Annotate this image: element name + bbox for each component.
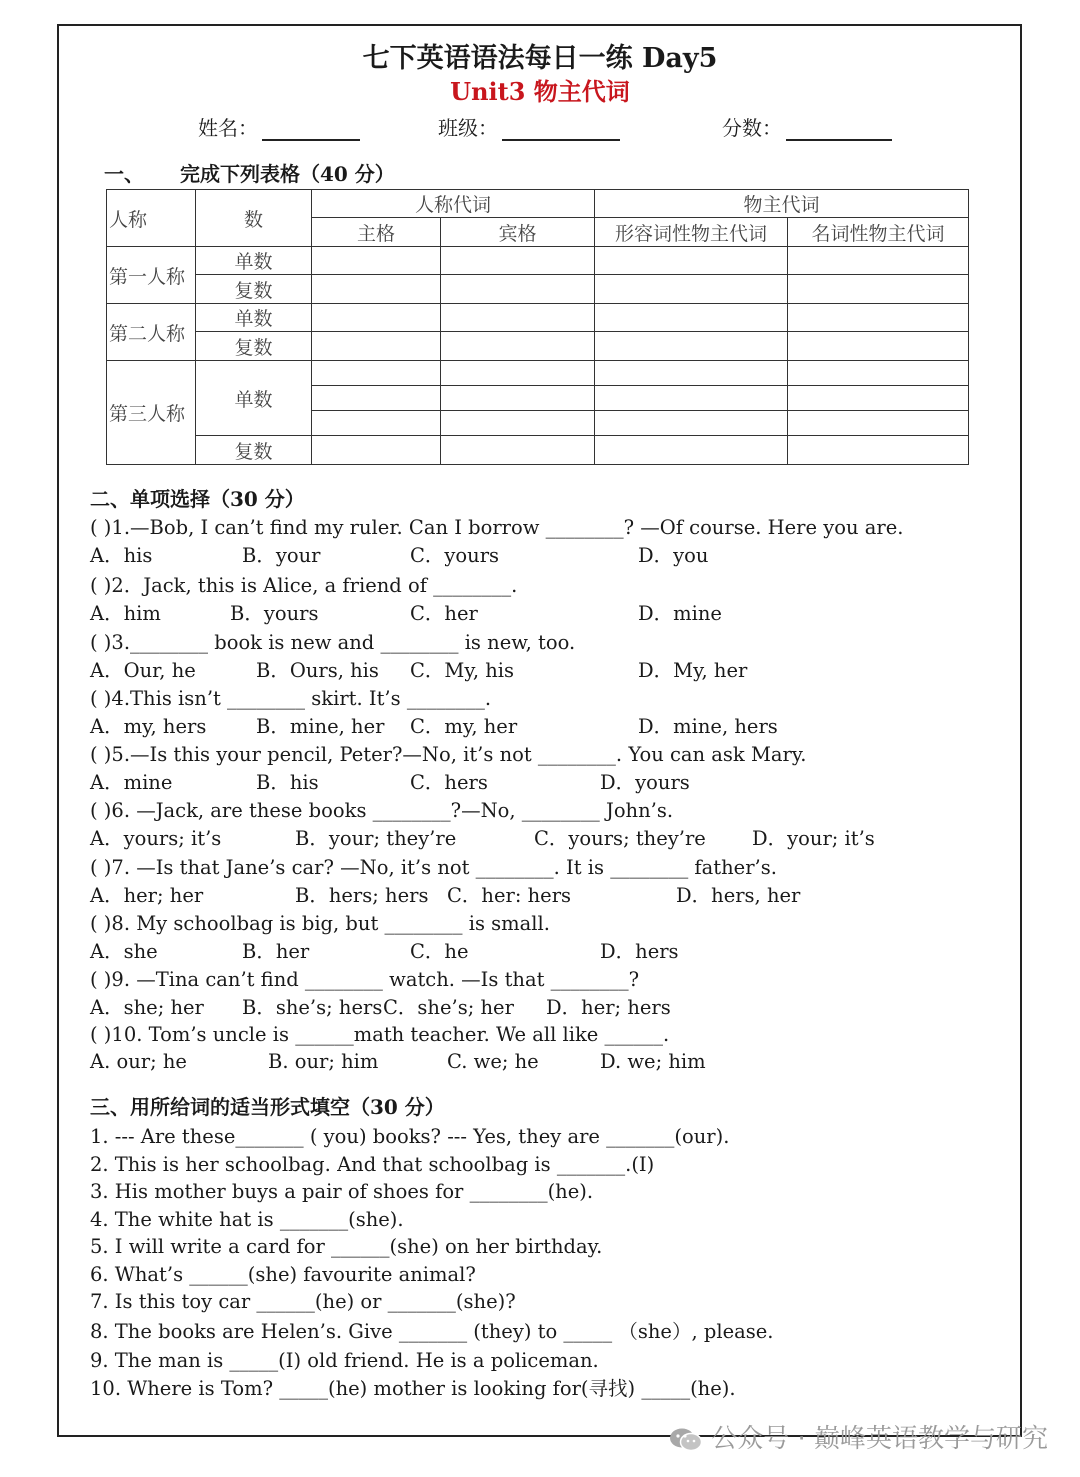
question-stem: ( )2．Jack, this is Alice, a friend of ________.	[90, 574, 518, 597]
name-blank[interactable]	[262, 117, 360, 141]
answer-cell[interactable]	[312, 304, 441, 332]
score-blank[interactable]	[786, 117, 892, 141]
row-second-person: 第二人称	[107, 304, 196, 361]
answer-cell[interactable]	[441, 247, 595, 275]
question-stem: ( )6. —Jack, are these books ________?—No, ________ John’s.	[90, 799, 674, 822]
answer-cell[interactable]	[441, 275, 595, 304]
option[interactable]: D．mine, hers	[638, 715, 778, 738]
row-singular: 单数	[196, 247, 312, 275]
answer-cell[interactable]	[595, 386, 788, 411]
option[interactable]: A．she; her	[90, 996, 204, 1019]
row-plural: 复数	[196, 275, 312, 304]
answer-cell[interactable]	[788, 436, 969, 465]
fill-item[interactable]: 3. His mother buys a pair of shoes for ________(he).	[90, 1180, 594, 1203]
row-singular: 单数	[196, 361, 312, 436]
option[interactable]: C．her	[410, 602, 478, 625]
question-stem: ( )7. —Is that Jane’s car? —No, it’s not ________. It is ________ father’s.	[90, 856, 777, 879]
answer-cell[interactable]	[441, 332, 595, 361]
answer-cell[interactable]	[441, 361, 595, 386]
option[interactable]: D．her; hers	[546, 996, 671, 1019]
option[interactable]: A．mine	[90, 771, 173, 794]
option[interactable]: D. we; him	[600, 1050, 706, 1073]
section1-heading: 完成下列表格（40 分）	[180, 162, 395, 186]
name-field[interactable]	[198, 112, 360, 141]
option[interactable]: A．his	[90, 544, 153, 567]
fill-item[interactable]: 2. This is her schoolbag. And that schoolbag is _______.(I)	[90, 1153, 655, 1176]
row-third-person: 第三人称	[107, 361, 196, 465]
answer-cell[interactable]	[441, 304, 595, 332]
option[interactable]: D．hers	[600, 940, 679, 963]
answer-cell[interactable]	[595, 247, 788, 275]
option[interactable]: C．my, her	[410, 715, 518, 738]
wechat-icon	[669, 1427, 703, 1453]
option[interactable]: B．hers; hers	[295, 884, 429, 907]
option[interactable]: A．Our, he	[90, 659, 196, 682]
question-stem: ( )4.This isn’t ________ skirt. It’s ________.	[90, 687, 492, 710]
row-plural: 复数	[196, 436, 312, 465]
header-personal-pronoun: 人称代词	[312, 190, 595, 218]
answer-cell[interactable]	[595, 275, 788, 304]
answer-cell[interactable]	[788, 304, 969, 332]
name-label: 姓名：	[198, 116, 258, 140]
class-blank[interactable]	[502, 117, 620, 141]
option[interactable]: C. we; he	[447, 1050, 539, 1073]
option[interactable]: B．his	[256, 771, 319, 794]
header-object: 宾格	[441, 218, 595, 247]
option[interactable]: B．she’s; hers	[242, 996, 383, 1019]
question-stem: ( )9. —Tina can’t find ________ watch. —Is that ________?	[90, 968, 640, 991]
question-stem: ( )1.—Bob, I can’t find my ruler. Can I borrow ________? —Of course. Here you are.	[90, 516, 904, 539]
answer-cell[interactable]	[441, 436, 595, 465]
worksheet-title: 七下英语语法每日一练 Day5	[362, 43, 718, 74]
option[interactable]: D．hers, her	[676, 884, 801, 907]
option[interactable]: C．yours; they’re	[534, 827, 706, 850]
option[interactable]: B．Ours, his	[256, 659, 379, 682]
row-plural: 复数	[196, 332, 312, 361]
option[interactable]: C．My, his	[410, 659, 515, 682]
option[interactable]: B．your; they’re	[295, 827, 457, 850]
fill-item[interactable]: 9. The man is _____(I) old friend. He is a policeman.	[90, 1349, 599, 1372]
option[interactable]: C．she’s; her	[383, 996, 514, 1019]
answer-cell[interactable]	[312, 436, 441, 465]
pronoun-table	[106, 189, 969, 465]
answer-cell[interactable]	[595, 304, 788, 332]
answer-cell[interactable]	[788, 247, 969, 275]
option[interactable]: B．your	[242, 544, 321, 567]
option[interactable]: A．she	[90, 940, 158, 963]
class-field[interactable]	[438, 112, 620, 141]
answer-cell[interactable]	[312, 361, 441, 386]
header-number: 数	[196, 190, 312, 247]
answer-cell[interactable]	[441, 411, 595, 436]
worksheet-subtitle: Unit3 物主代词	[450, 77, 630, 106]
option[interactable]: D．your; it’s	[752, 827, 875, 850]
option[interactable]: D．you	[638, 544, 709, 567]
class-label: 班级：	[438, 116, 498, 140]
question-stem: ( )5.—Is this your pencil, Peter?—No, it’s not ________. You can ask Mary.	[90, 743, 807, 766]
answer-cell[interactable]	[788, 275, 969, 304]
section1-number: 一、	[104, 162, 144, 186]
option[interactable]: B．yours	[230, 602, 319, 625]
answer-cell[interactable]	[788, 411, 969, 436]
fill-item[interactable]: 6. What’s ______(she) favourite animal?	[90, 1263, 476, 1286]
option[interactable]: A．yours; it’s	[90, 827, 222, 850]
fill-item[interactable]: 7. Is this toy car ______(he) or _______(she)?	[90, 1290, 516, 1313]
row-singular: 单数	[196, 304, 312, 332]
option[interactable]: D．My, her	[638, 659, 748, 682]
header-subject: 主格	[312, 218, 441, 247]
header-adjective-possessive: 形容词性物主代词	[595, 218, 788, 247]
question-stem: ( )10. Tom’s uncle is ______math teacher. We all like ______.	[90, 1023, 670, 1046]
fill-item[interactable]: 1. --- Are these_______ ( you) books? --- Yes, they are _______(our).	[90, 1125, 730, 1148]
option[interactable]: A．him	[90, 602, 161, 625]
answer-cell[interactable]	[788, 332, 969, 361]
option[interactable]: A．her; her	[90, 884, 204, 907]
watermark	[669, 1418, 1048, 1455]
fill-item[interactable]: 8. The books are Helen’s. Give _______ (they) to _____ （she）, please.	[90, 1320, 774, 1343]
answer-cell[interactable]	[595, 361, 788, 386]
answer-cell[interactable]	[312, 247, 441, 275]
option[interactable]: C．he	[410, 940, 469, 963]
option[interactable]: D．mine	[638, 602, 722, 625]
header-person: 人称	[107, 190, 196, 247]
answer-cell[interactable]	[595, 411, 788, 436]
answer-cell[interactable]	[312, 386, 441, 411]
answer-cell[interactable]	[441, 386, 595, 411]
header-possessive-pronoun: 物主代词	[595, 190, 969, 218]
question-stem: ( )3.________ book is new and ________ is new, too.	[90, 631, 576, 654]
watermark-text: 公众号 · 巅峰英语教学与研究	[711, 1424, 1048, 1454]
option[interactable]: B. our; him	[268, 1050, 379, 1073]
answer-cell[interactable]	[595, 436, 788, 465]
section3-heading: 三、用所给词的适当形式填空（30 分）	[90, 1095, 445, 1119]
fill-item[interactable]: 4. The white hat is _______(she).	[90, 1208, 404, 1231]
answer-cell[interactable]	[595, 332, 788, 361]
section2-heading: 二、单项选择（30 分）	[90, 487, 305, 511]
option[interactable]: D．yours	[600, 771, 690, 794]
option[interactable]: A. our; he	[90, 1050, 187, 1073]
score-label: 分数：	[722, 116, 782, 140]
option[interactable]: C．yours	[410, 544, 500, 567]
option[interactable]: C．hers	[410, 771, 488, 794]
answer-cell[interactable]	[312, 275, 441, 304]
fill-item[interactable]: 5. I will write a card for ______(she) on her birthday.	[90, 1235, 603, 1258]
answer-cell[interactable]	[312, 332, 441, 361]
option[interactable]: C．her: hers	[447, 884, 572, 907]
fill-item[interactable]: 10. Where is Tom? _____(he) mother is looking for(寻找) _____(he).	[90, 1377, 736, 1400]
answer-cell[interactable]	[788, 361, 969, 386]
answer-cell[interactable]	[312, 411, 441, 436]
option[interactable]: B．mine, her	[256, 715, 385, 738]
row-first-person: 第一人称	[107, 247, 196, 304]
option[interactable]: B．her	[242, 940, 310, 963]
option[interactable]: A．my, hers	[90, 715, 207, 738]
question-stem: ( )8. My schoolbag is big, but ________ is small.	[90, 912, 550, 935]
score-field[interactable]	[722, 112, 892, 141]
header-noun-possessive: 名词性物主代词	[788, 218, 969, 247]
answer-cell[interactable]	[788, 386, 969, 411]
